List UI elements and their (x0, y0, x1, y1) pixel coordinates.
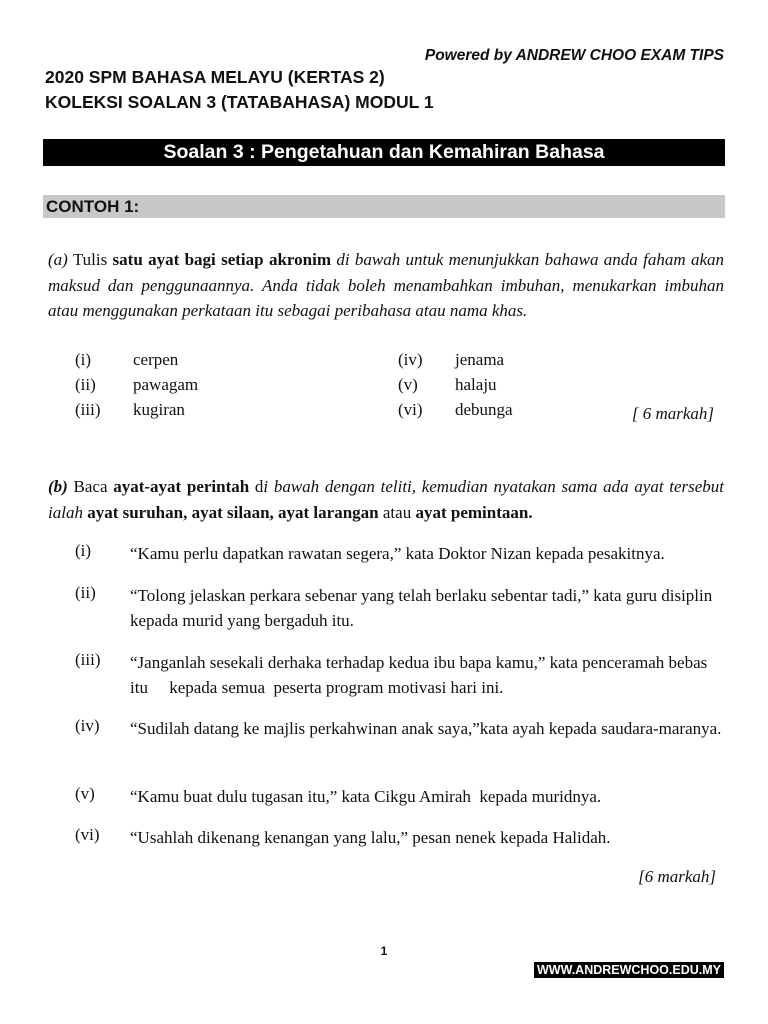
acronym-word: cerpen (133, 350, 179, 369)
command-sentence: “Kamu buat dulu tugasan itu,” kata Cikgu Amirah kepada muridnya. (130, 787, 602, 806)
item-number: (ii) (75, 583, 96, 602)
item-number: (iii) (75, 650, 101, 669)
document-subtitle: KOLEKSI SOALAN 3 (TATABAHASA) MODUL 1 (45, 92, 434, 112)
command-sentence: “Usahlah dikenang kenangan yang lalu,” pesan nenek kepada Halidah. (130, 828, 611, 847)
example-heading: CONTOH 1: (46, 196, 140, 216)
part-a-seg3: di bawah untuk menunjukkan bahawa anda faham akan maksud dan penggunaannya. Anda tidak boleh menambahkan imbuhan, menukarkan imbuhan atau menggunakan perkataan itu sebagai peribahasa atau nama khas. (48, 250, 724, 320)
page-number: 1 (380, 944, 388, 958)
item-number: (vi) (398, 400, 423, 419)
command-sentence: “Janganlah sesekali derhaka terhadap kedua ibu bapa kamu,” kata penceramah bebas itu kepada semua peserta program motivasi hari ini. (130, 653, 712, 697)
document-title: 2020 SPM BAHASA MELAYU (KERTAS 2) (45, 67, 385, 87)
powered-by-text: Powered by ANDREW CHOO EXAM TIPS (424, 47, 724, 64)
part-b-label: (b) (48, 477, 68, 496)
acronym-word: kugiran (133, 400, 185, 419)
acronym-word: pawagam (133, 375, 199, 394)
part-a-seg2: satu ayat bagi setiap akronim (112, 250, 331, 269)
part-b-seg6: atau (378, 502, 416, 522)
acronym-word: jenama (455, 350, 505, 369)
part-a-instruction (48, 247, 724, 324)
item-number: (v) (398, 375, 418, 394)
item-number: (i) (75, 541, 92, 560)
example-heading-bar (43, 195, 725, 218)
part-b-marks: [6 markah] (638, 867, 716, 886)
section-heading: Soalan 3 : Pengetahuan dan Kemahiran Bahasa (163, 141, 605, 163)
item-number: (i) (75, 350, 92, 369)
section-heading-bar (43, 139, 725, 166)
part-b-seg5: ayat suruhan, ayat silaan, ayat larangan (82, 502, 379, 522)
part-a-seg1: Tulis (72, 250, 113, 269)
item-number: (v) (75, 784, 95, 803)
item-number: (iv) (398, 350, 423, 369)
part-b-seg2: ayat-ayat perintah (113, 477, 250, 496)
acronym-word: debunga (455, 400, 513, 419)
command-sentence: “Kamu perlu dapatkan rawatan segera,” kata Doktor Nizan kepada pesakitnya. (130, 544, 665, 563)
part-a-marks: [ 6 markah] (631, 404, 714, 423)
part-b-seg1: Baca (67, 477, 114, 496)
part-b-seg3: d (249, 477, 264, 496)
item-number: (iv) (75, 716, 100, 735)
command-sentence: “Tolong jelaskan perkara sebenar yang telah berlaku sebentar tadi,” kata guru disiplin kepada murid yang bergaduh itu. (130, 586, 713, 630)
part-b-seg7: ayat pemintaan. (415, 502, 533, 522)
part-b-seg4: i bawah dengan teliti, kemudian nyatakan sama ada ayat tersebut ialah (48, 477, 725, 522)
acronym-word: halaju (455, 375, 497, 394)
item-number: (vi) (75, 825, 100, 844)
command-sentence: “Sudilah datang ke majlis perkahwinan anak saya,”kata ayah kepada saudara-maranya. (130, 719, 722, 738)
item-number: (ii) (75, 375, 96, 394)
part-a-label: (a) (48, 250, 68, 269)
item-number: (iii) (75, 400, 101, 419)
part-b-instruction (48, 474, 724, 525)
website-url[interactable]: WWW.ANDREWCHOO.EDU.MY (534, 962, 724, 978)
